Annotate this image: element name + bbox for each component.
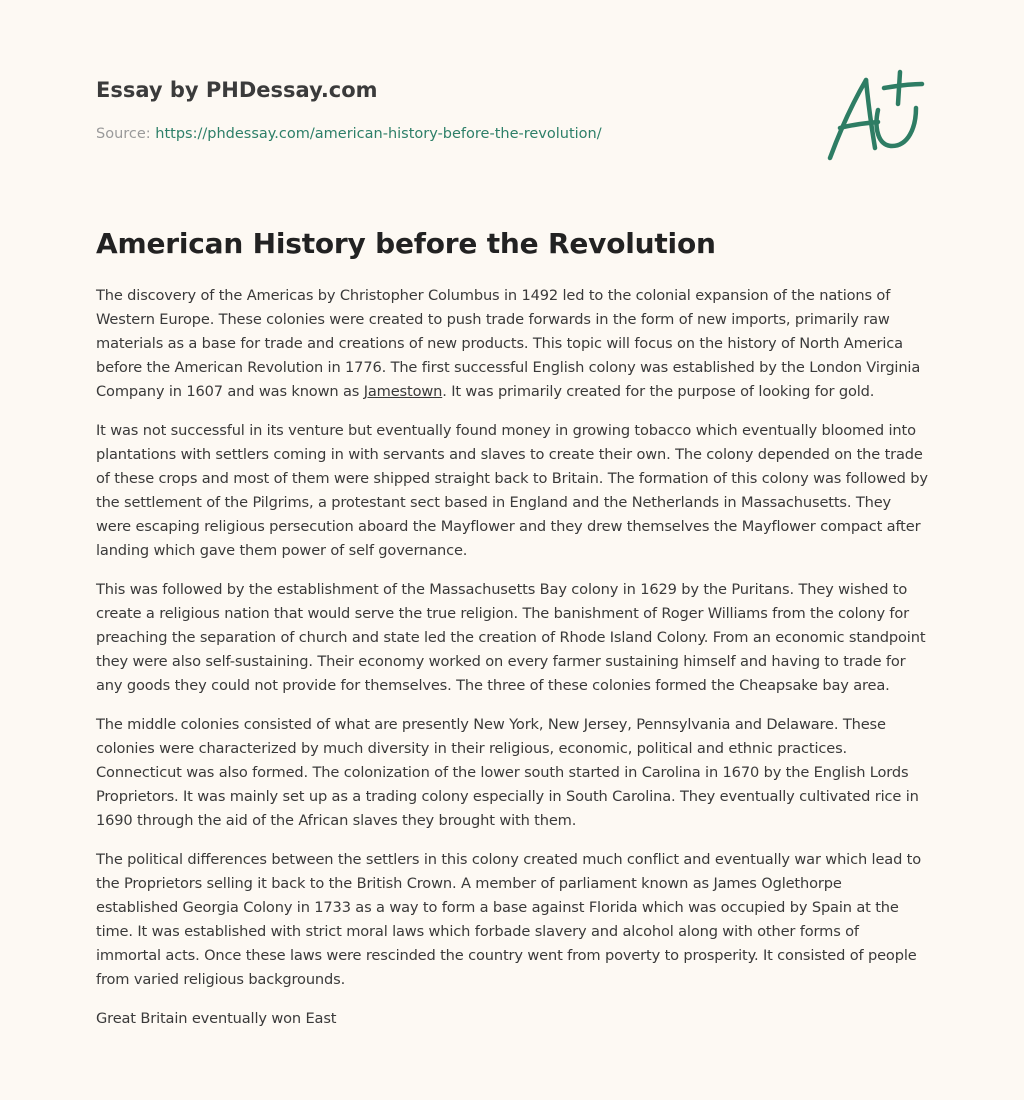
- paragraph-1-text-end: . It was primarily created for the purpose of looking for gold.: [442, 383, 875, 400]
- essay-title: American History before the Revolution: [96, 227, 716, 260]
- a-plus-logo-svg: [820, 66, 930, 166]
- source-line: [96, 124, 736, 144]
- paragraph-4: The middle colonies consisted of what are presently New York, New Jersey, Pennsylvania and Delaware. These colonies were characterized by much diversity in their religious, economic, political and ethnic practices. Connecticut was also formed. The colonization of the lower south started in Carolina in 1670 by the English Lords Proprietors. It was mainly set up as a trading colony especially in South Carolina. They eventually cultivated rice in 1690 through the aid of the African slaves they brought with them.: [96, 716, 919, 829]
- source-link[interactable]: https://phdessay.com/american-history-before-the-revolution/: [155, 126, 602, 142]
- paragraph-3: This was followed by the establishment of the Massachusetts Bay colony in 1629 by the Puritans. They wished to create a religious nation that would serve the true religion. The banishment of Roger Williams from the colony for preaching the separation of church and state led the creation of Rhode Island Colony. From an economic standpoint they were also self-sustaining. Their economy worked on every farmer sustaining himself and having to trade for any goods they could not provide for themselves. The three of these colonies formed the Cheapsake bay area.: [96, 581, 926, 694]
- paragraph-2: It was not successful in its venture but eventually found money in growing tobacco which eventually bloomed into plantations with settlers coming in with servants and slaves to create their own. The colony depended on the trade of these crops and most of them were shipped straight back to Britain. The formation of this colony was followed by the settlement of the Pilgrims, a protestant sect based in England and the Netherlands in Massachusetts. They were escaping religious persecution aboard the Mayflower and they drew themselves the Mayflower compact after landing which gave them power of self governance.: [96, 422, 928, 559]
- paragraph-6: Great Britain eventually won East: [96, 1010, 337, 1027]
- paragraph-5: The political differences between the settlers in this colony created much conflict and eventually war which lead to the Proprietors selling it back to the British Crown. A member of parliament known as James Oglethorpe established Georgia Colony in 1733 as a way to form a base against Florida which was occupied by Spain at the time. It was established with strict moral laws which forbade slavery and alcohol along with other forms of immortal acts. Once these laws were rescinded the country went from poverty to prosperity. It consisted of people from varied religious backgrounds.: [96, 851, 922, 988]
- a-plus-grade-icon: [820, 66, 930, 166]
- paragraph-1: [96, 284, 928, 404]
- site-title: Essay by PHDessay.com: [96, 78, 378, 102]
- source-label: Source:: [96, 126, 156, 142]
- essay-body: [96, 284, 928, 1046]
- paragraph-1-text-start: The discovery of the Americas by Christopher Columbus in 1492 led to the colonial expansion of the nations of Western Europe. These colonies were created to push trade forwards in the form of new imports, primarily raw materials as a base for trade and creations of new products. This topic will focus on the history of North America before the American Revolution in 1776. The first successful English colony was established by the London Virginia Company in 1607 and was known as: [96, 287, 921, 400]
- jamestown-link[interactable]: Jamestown: [363, 383, 443, 400]
- page-header: [96, 76, 736, 144]
